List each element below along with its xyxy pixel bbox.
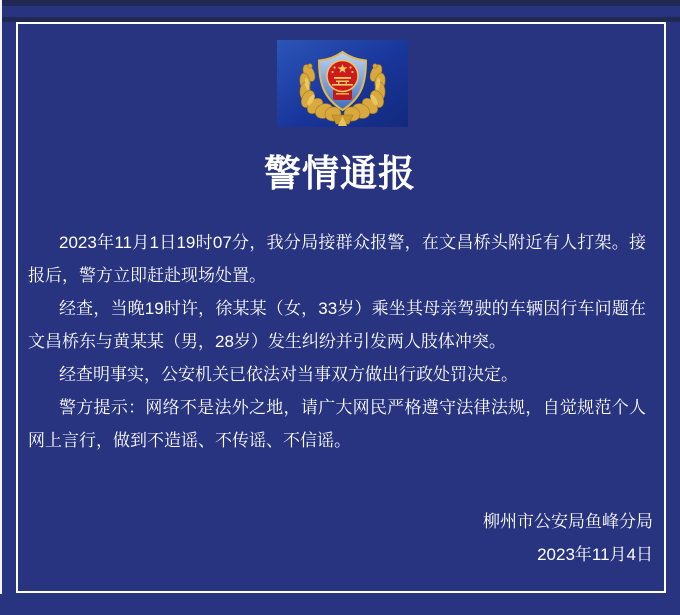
- issue-date: 2023年11月4日: [537, 545, 653, 564]
- issuer-name: 柳州市公安局鱼峰分局: [483, 512, 653, 531]
- notice-body: [28, 226, 646, 457]
- police-badge-icon: [277, 40, 408, 127]
- paragraph-investigation: 经查，当晚19时许，徐某某（女，33岁）乘坐其母亲驾驶的车辆因行车问题在文昌桥东与黄某某（男，28岁）发生纠纷并引发两人肢体冲突。: [28, 299, 646, 351]
- left-edge-highlight: [0, 0, 2, 594]
- paragraph-police-reminder: 警方提示：网络不是法外之地，请广大网民严格遵守法律法规，自觉规范个人网上言行，做到不造谣、不传谣、不信谣。: [28, 398, 646, 450]
- top-edge-strip: [0, 0, 680, 6]
- paragraph-report-received: 2023年11月1日19时07分，我分局接群众报警，在文昌桥头附近有人打架。接报后，警方立即赶赴现场处置。: [28, 233, 646, 285]
- notice-title: 警情通报: [264, 153, 416, 194]
- paragraph-penalty-decision: 经查明事实，公安机关已依法对当事双方做出行政处罚决定。: [59, 365, 518, 384]
- signature-block: [483, 505, 653, 571]
